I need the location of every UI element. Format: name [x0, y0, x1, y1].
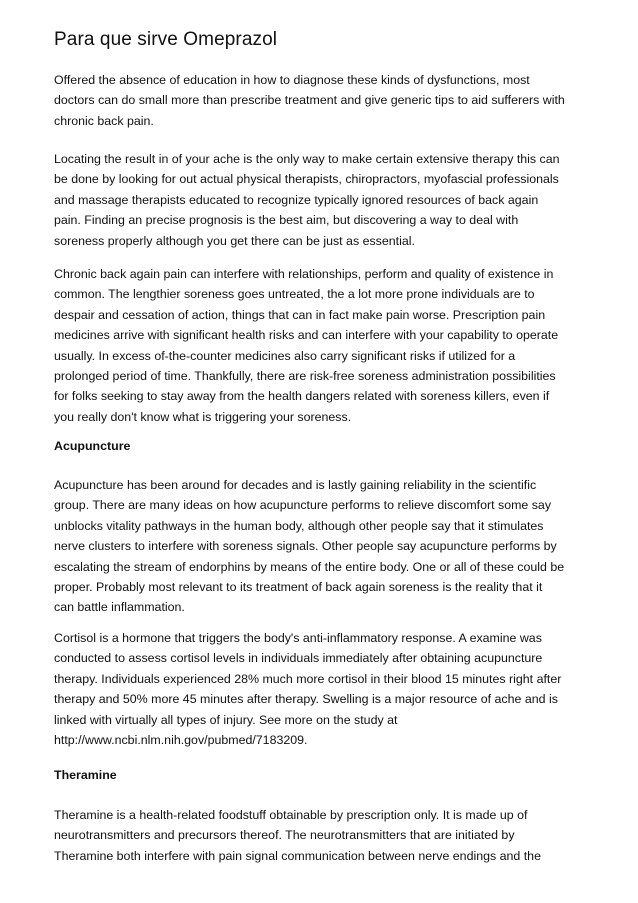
text-line: group. There are many ideas on how acupuncture performs to relieve discomfort some say — [54, 498, 552, 513]
text-line: linked with virtually all types of injury. See more on the study at — [54, 712, 398, 727]
paragraph-theramine-1 — [54, 805, 594, 866]
text-line: be done by looking for out actual physical therapists, chiropractors, myofascial professionals — [54, 172, 559, 187]
text-line: conducted to assess cortisol levels in individuals immediately after obtaining acupuncture — [54, 651, 543, 666]
text-line: doctors can do small more than prescribe treatment and give generic tips to aid sufferers with — [54, 93, 565, 108]
text-line: Chronic back again pain can interfere with relationships, perform and quality of existence in — [54, 267, 554, 281]
text-line: proper. Probably most relevant to its treatment of back again soreness is the reality that it — [54, 580, 543, 595]
text-line: Acupuncture has been around for decades and is lastly gaining reliability in the scientific — [54, 478, 537, 492]
paragraph-intro-3 — [54, 264, 594, 427]
text-line: Theramine is a health-related foodstuff obtainable by prescription only. It is made up of — [54, 808, 528, 822]
text-line: Offered the absence of education in how to diagnose these kinds of dysfunctions, most — [54, 73, 530, 87]
page-title: Para que sirve Omeprazol — [54, 29, 278, 50]
text-line: neurotransmitters and precursors thereof. The neurotransmitters that are initiated by — [54, 828, 515, 843]
text-line: chronic back pain. — [54, 113, 154, 128]
paragraph-acupuncture-2 — [54, 628, 594, 750]
paragraph-intro-1 — [54, 70, 594, 131]
text-line: soreness properly although you get there can be just as essential. — [54, 233, 415, 248]
text-line: pain. Finding an precise prognosis is the best aim, but discovering a way to deal with — [54, 213, 519, 228]
section-heading-acupuncture: Acupuncture — [54, 439, 131, 453]
text-line: you really don't know what is triggering your soreness. — [54, 409, 352, 424]
text-line: Theramine both interfere with pain signal communication between nerve endings and the — [54, 848, 541, 863]
study-link: http://www.ncbi.nlm.nih.gov/pubmed/7183209. — [54, 733, 308, 748]
text-line: despair and cessation of action, things that can in fact make pain worse. Prescription pain — [54, 307, 546, 322]
text-line: unblocks vitality pathways in the human body, although other people say that it stimulates — [54, 518, 544, 533]
text-line: prolonged period of time. Thankfully, there are risk-free soreness administration possibilities — [54, 369, 556, 384]
text-line: nerve clusters to interfere with soreness signals. Other people say acupuncture performs by — [54, 539, 557, 554]
text-line: medicines arrive with significant health risks and can interfere with your capability to operate — [54, 328, 559, 343]
text-line: escalating the stream of endorphins by means of the entire body. One or all of these could be — [54, 559, 565, 574]
text-line: Locating the result in of your ache is the only way to make certain extensive therapy this can — [54, 152, 560, 166]
paragraph-intro-2 — [54, 149, 594, 251]
section-heading-theramine: Theramine — [54, 768, 117, 782]
paragraph-acupuncture-1 — [54, 475, 594, 618]
text-line: therapy and 50% more 45 minutes after therapy. Swelling is a major resource of ache and is — [54, 692, 558, 707]
text-line: and massage therapists educated to recognize typically ignored resources of back again — [54, 192, 539, 207]
text-line: Cortisol is a hormone that triggers the body's anti-inflammatory response. A examine was — [54, 631, 542, 645]
text-line: usually. In excess of-the-counter medicines also carry significant risks if utilized for a — [54, 348, 516, 363]
text-line: common. The lengthier soreness goes untreated, the a lot more prone individuals are to — [54, 287, 535, 302]
text-line: for folks seeking to stay away from the health dangers related with soreness killers, even if — [54, 389, 550, 404]
text-line: can battle inflammation. — [54, 600, 185, 615]
text-line: therapy. Individuals experienced 28% much more cortisol in their blood 15 minutes right after — [54, 671, 562, 686]
